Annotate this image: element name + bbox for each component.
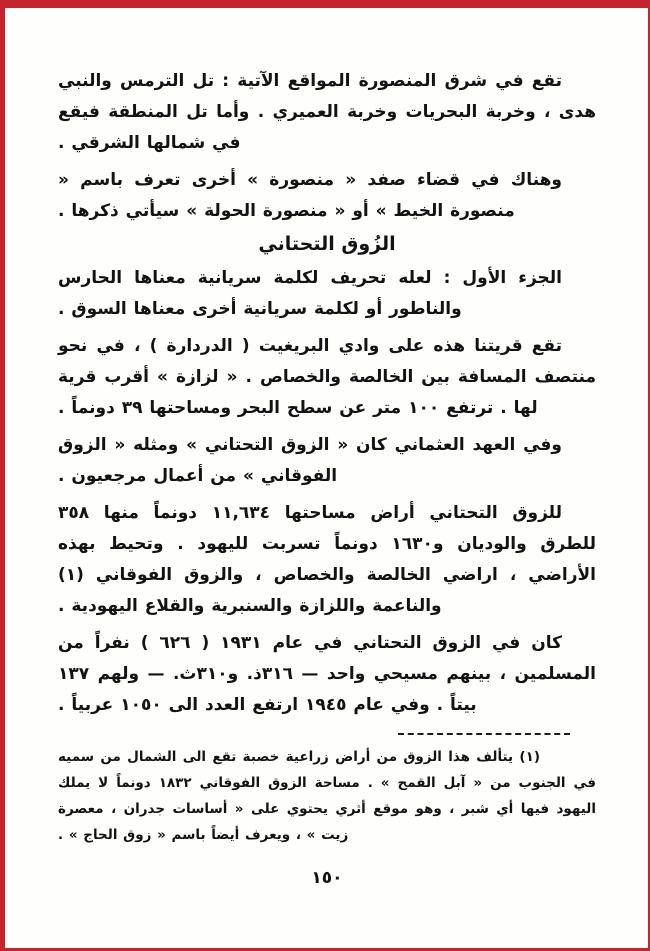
paragraph: للزوق التحتاني أراض مساحتها ١١,٦٣٤ دونماً منها ٣٥٨ للطرق والوديان و١٦٣٠ دونماً تسربت لليهود . وتحيط بهذه الأراضي ، اراضي الخالصة والخصاص ، والزوق الفوقاني (١) والناعمة واللزازة والسنبرية والقلاع اليهودية .	[58, 503, 596, 616]
paragraph: وفي العهد العثماني كان « الزوق التحتاني » ومثله « الزوق الفوقاني » من أعمال مرجعيون .	[58, 435, 562, 486]
paragraph: الجزء الأول : لعله تحريف لكلمة سريانية معناها الحارس والناطور أو لكلمة سريانية أخرى معناها السوق .	[58, 268, 562, 319]
paragraph: كان في الزوق التحتاني في عام ١٩٣١ ( ٦٢٦ ) نفراً من المسلمين ، بينهم مسيحي واحد — ٣١٦ذ. و٣١٠ث. — ولهم ١٣٧ بيتاً . وفي عام ١٩٤٥ ارتفع العدد الى ١٠٥٠ عربياً .	[58, 633, 596, 715]
paragraph: تقع في شرق المنصورة المواقع الآتية : تل الترمس والنبي هدى ، وخربة البحريات وخربة العميري . وأما تل المنطقة فيقع في شمالها الشرقي .	[58, 71, 596, 153]
paragraph: وهناك في قضاء صفد « منصورة » أخرى تعرف باسم « منصورة الخيط » أو « منصورة الحولة » سيأتي ذكرها .	[58, 170, 562, 221]
paragraph: تقع قريتنا هذه على وادي البريغيت ( الدردارة ) ، في نحو منتصف المسافة بين الخالصة والخصاص . « لزازة » أقرب قرية لها . ترتفع ١٠٠ متر عن سطح البحر ومساحتها ٣٩ دونماً .	[58, 336, 596, 418]
page-content	[5, 8, 648, 888]
footnote-separator	[398, 733, 570, 735]
section-heading: الزُوق التحتاني	[258, 233, 396, 255]
footnote-text: (١) يتألف هذا الزوق من أراض زراعية خصبة تقع الى الشمال من سميه في الجنوب من « آبل القمح » . مساحة الزوق الفوقاني ١٨٣٢ دونماً لا يملك اليهود فيها أي شبر ، وهو موقع أثري يحتوي على « أساسات جدران ، معصرة زيت » ، ويعرف أيضاً باسم « زوق الحاج » .	[58, 749, 596, 843]
page-number: ١٥٠	[311, 868, 343, 888]
